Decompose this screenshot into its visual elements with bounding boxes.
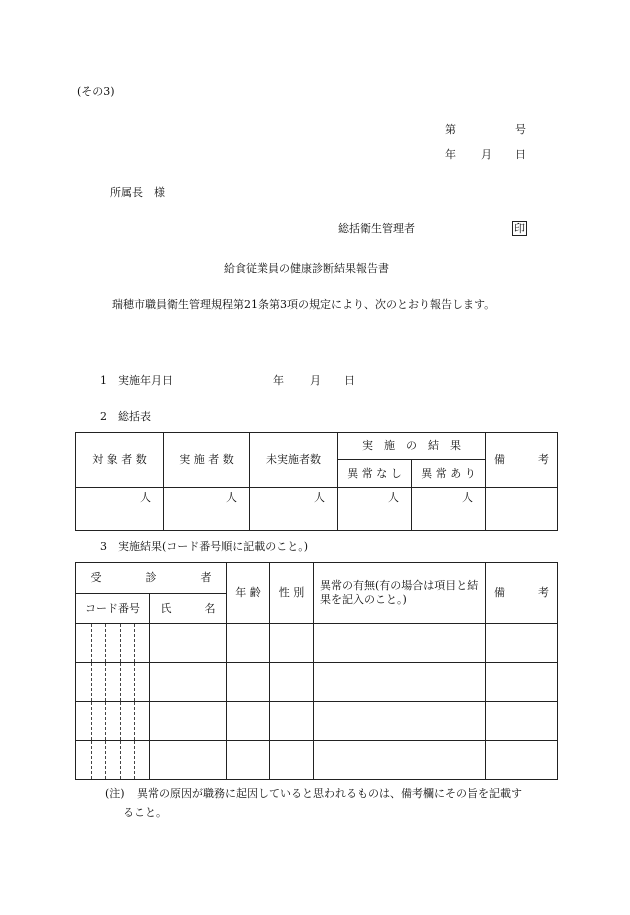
header-remarks-3: 備 考: [486, 563, 558, 624]
abnormality-cell: [314, 702, 486, 741]
section1-month: 月: [310, 374, 321, 387]
header-target-count: 対 象 者 数: [76, 433, 164, 488]
summary-table: [75, 432, 558, 531]
results-table: [75, 562, 558, 780]
sex-cell: [270, 702, 314, 741]
age-cell: [227, 702, 270, 741]
sex-cell: [270, 663, 314, 702]
header-name: 氏 名: [150, 594, 227, 624]
remarks-cell: [486, 741, 558, 780]
sex-cell: [270, 741, 314, 780]
section1-year: 年: [273, 374, 284, 387]
age-cell: [227, 624, 270, 663]
unit-no-abnormality: 人: [338, 488, 412, 531]
table-row: [76, 663, 558, 702]
remarks-cell: [486, 663, 558, 702]
date-year: 年: [445, 148, 456, 161]
header-implemented-count: 実 施 者 数: [164, 433, 250, 488]
abnormality-cell: [314, 741, 486, 780]
seal-mark: [512, 221, 527, 236]
doc-number-prefix: 第: [445, 123, 456, 136]
note-text-line2: ること。: [123, 806, 167, 819]
code-cell: [76, 624, 150, 663]
code-cell: [76, 663, 150, 702]
unit-target: 人: [76, 488, 164, 531]
header-results: 実 施 の 結 果: [338, 433, 486, 460]
header-abnormality-presence: 異常の有無(有の場合は項目と結果を記入のこと。): [314, 563, 486, 624]
form-number: (その3): [77, 85, 115, 98]
document-title: 給食従業員の健康診断結果報告書: [224, 262, 389, 275]
header-code-number: コード番号: [76, 594, 150, 624]
code-cell: [76, 702, 150, 741]
table-row: [76, 624, 558, 663]
section1-label: 1 実施年月日: [100, 374, 173, 387]
seal-label: 印: [514, 222, 525, 235]
intro-text: 瑞穂市職員衛生管理規程第21条第3項の規定により、次のとおり報告します。: [112, 298, 496, 311]
age-cell: [227, 663, 270, 702]
date-day: 日: [515, 148, 526, 161]
remarks-cell: [486, 702, 558, 741]
table-row: [76, 702, 558, 741]
section1-day: 日: [344, 374, 355, 387]
header-abnormality: 異 常 あ り: [412, 460, 486, 488]
header-examinee: 受 診 者: [76, 563, 227, 594]
unit-implemented: 人: [164, 488, 250, 531]
code-cell: [76, 741, 150, 780]
abnormality-cell: [314, 663, 486, 702]
unit-not-implemented: 人: [250, 488, 338, 531]
remarks-cell: [486, 488, 558, 531]
name-cell: [150, 702, 227, 741]
header-remarks: 備 考: [486, 433, 558, 488]
sender-title: 総括衛生管理者: [338, 222, 415, 235]
sex-cell: [270, 624, 314, 663]
date-month: 月: [481, 148, 492, 161]
addressee: 所属長 様: [110, 186, 165, 199]
abnormality-cell: [314, 624, 486, 663]
note-label: (注): [105, 787, 125, 800]
section3-label: 3 実施結果(コード番号順に記載のこと。): [100, 540, 309, 553]
name-cell: [150, 624, 227, 663]
remarks-cell: [486, 624, 558, 663]
header-not-implemented-count: 未実施者数: [250, 433, 338, 488]
note-text-line1: 異常の原因が職務に起因していると思われるものは、備考欄にその旨を記載す: [137, 787, 522, 800]
section2-label: 2 総括表: [100, 410, 151, 423]
age-cell: [227, 741, 270, 780]
header-age: 年 齢: [227, 563, 270, 624]
name-cell: [150, 741, 227, 780]
header-sex: 性 別: [270, 563, 314, 624]
unit-abnormality: 人: [412, 488, 486, 531]
table-row: [76, 741, 558, 780]
header-no-abnormality: 異 常 な し: [338, 460, 412, 488]
doc-number-suffix: 号: [515, 123, 526, 136]
name-cell: [150, 663, 227, 702]
